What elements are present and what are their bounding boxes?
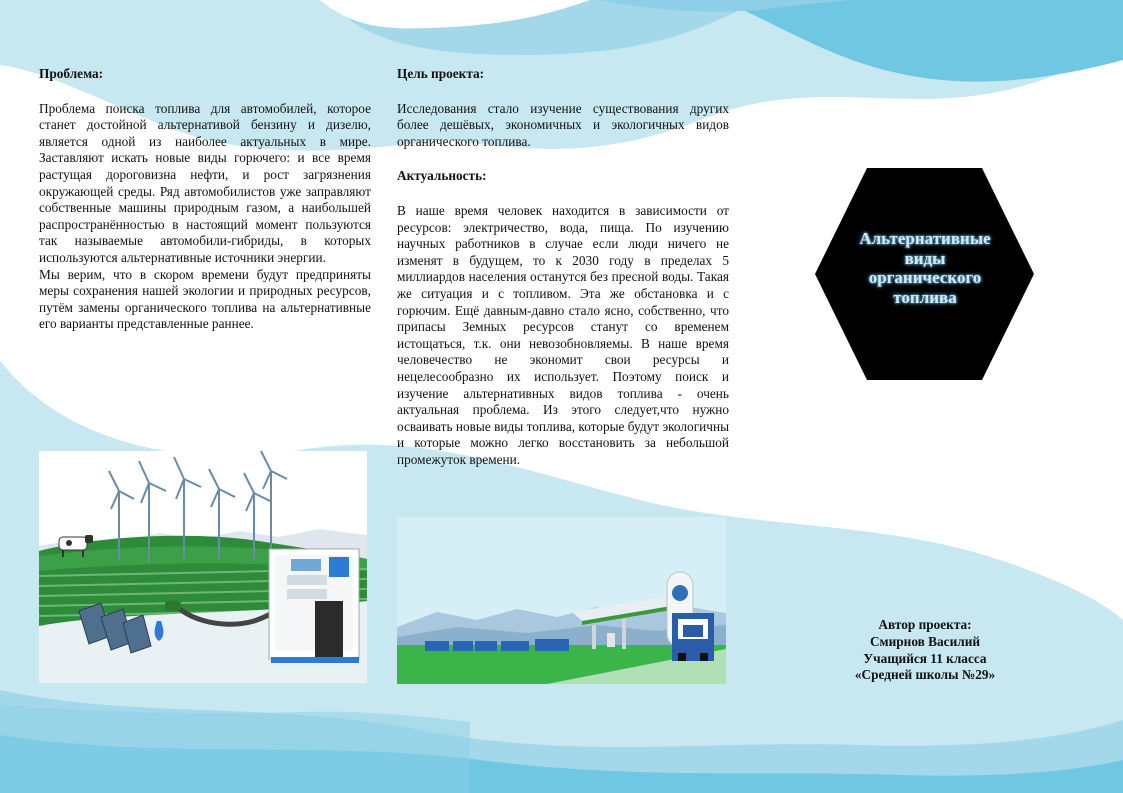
problem-heading: Проблема: xyxy=(39,66,104,81)
relevance-text: В наше время человек находится в зависимости от ресурсов: электричество, вода, пища. По изучению научных работников в случае если люди ничего не изменят в будущем, то к 2030 году в пределах 5 миллиардов населения останутся без пресной воды. Такая же ситуация и с топливом. Эта же обстановка и с горючим. Ещё давным-давно стало ясно, собственно, что припасы Земных ресурсов станут со временем истощаться, т.к. они невозобновляемы. В наше время человечество не экономит свои ресурсы и нецелесообразно их использует. Поэтому поиск и изучение альтернативных видов топлива - очень актуальная проблема. Из этого следует,что нужно осваивать новые виды топлива, которые будут экологичны и которые можно легко восстановить за небольшой промежуток времени. xyxy=(397,202,729,467)
author-label: Автор проекта: xyxy=(878,617,972,632)
brochure-title: Альтернативные виды органического топлива xyxy=(859,229,991,307)
goal-text: Исследования стало изучение существования других более дешёвых, экономичных и экологичных видов органического топлива. xyxy=(397,100,729,149)
relevance-heading: Актуальность: xyxy=(397,168,487,184)
author-name: Смирнов Василий xyxy=(869,633,981,649)
goal-section xyxy=(397,66,729,468)
wind-farm-illustration xyxy=(39,451,367,683)
gas-station-truck-icon xyxy=(397,517,726,684)
goal-heading: Цель проекта: xyxy=(397,66,485,81)
problem-paragraph-2: Мы верим, что в скором времени будут предприняты меры сохранения нашей экологии и природных ресурсов, путём замены органического топлива на альтернативные его варианты представленные раннее. xyxy=(39,266,371,332)
gas-station-illustration xyxy=(397,517,726,684)
ev-charger-icon xyxy=(269,549,359,663)
wind-turbines-ev-charger-icon xyxy=(39,451,367,683)
problem-section xyxy=(39,66,371,333)
author-block xyxy=(830,617,1020,684)
problem-paragraph-1: Проблема поиска топлива для автомобилей, которое станет достойной альтернативой бензину и дизелю, является одной из наиболее актуальных в мире. Заставляют искать новые виды горючего: и все время растущая дороговизна нефти, и рост загрязнения окружающей среды. Ряд автомобилистов уже заправляют собственные машины природным газом, а наибольшей распространённостью в настоящий момент пользуются так называемые автомобили-гибриды, в которых используются альтернативные источники энергии. xyxy=(39,100,371,265)
author-grade: Учащийся 11 класса xyxy=(863,650,987,666)
truck-front-icon xyxy=(672,613,714,661)
author-school: «Средней школы №29» xyxy=(854,667,996,683)
